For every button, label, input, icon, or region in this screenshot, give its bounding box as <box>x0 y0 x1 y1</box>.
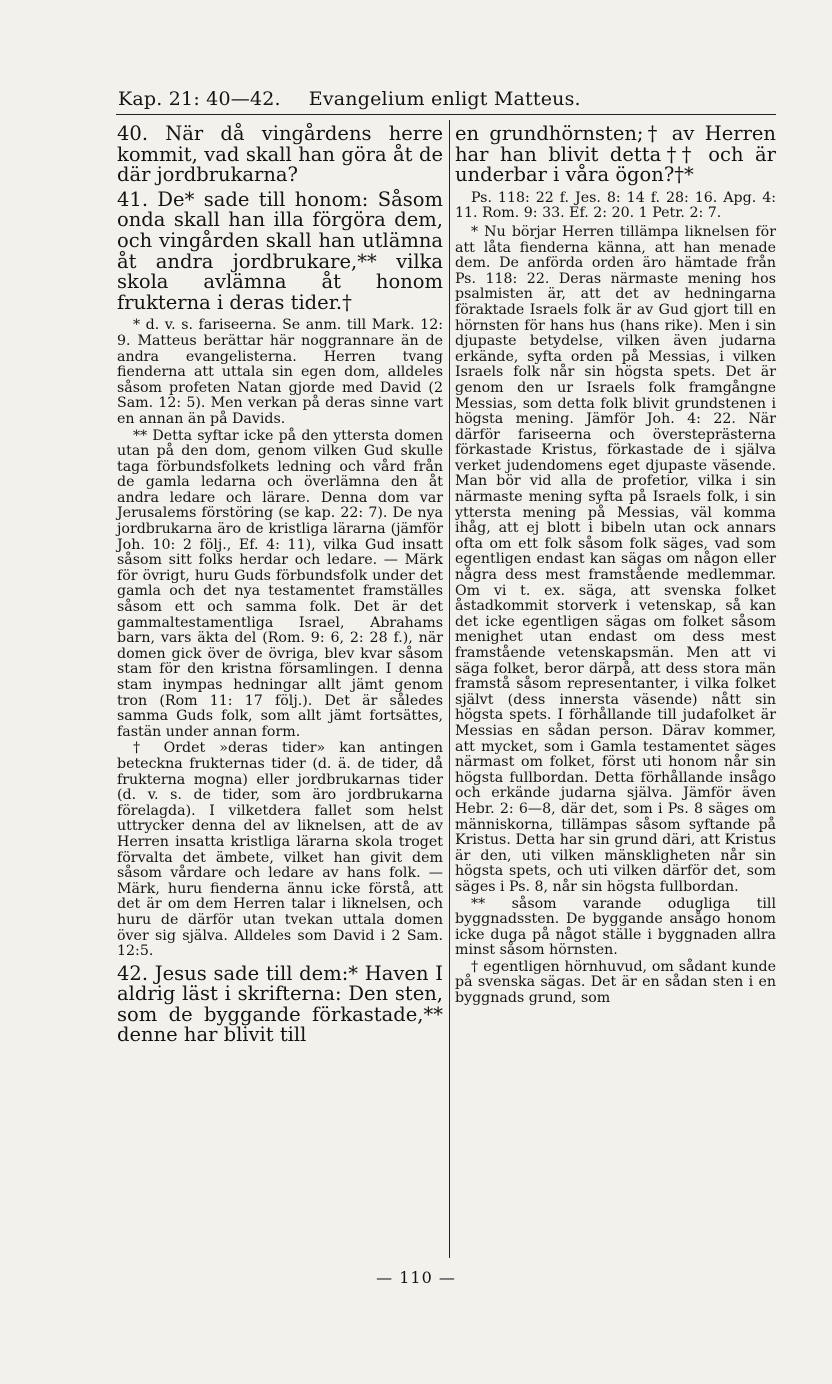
verse-40: 40. När då vingårdens herre kommit, vad skall han göra åt de där jordbrukarna? <box>117 122 443 187</box>
column-divider <box>449 120 450 1258</box>
verse-42-start: 42. Jesus sade till dem:* Haven I aldrig läst i skrifterna: Den sten, som de byggande förkastade,** denne har blivit till <box>117 961 443 1047</box>
right-column <box>455 124 776 1007</box>
left-column <box>117 124 443 1046</box>
header-rule <box>116 114 776 115</box>
footnote-double-star: ** Detta syftar icke på den yttersta domen utan på den dom, genom vilken Gud skulle taga förbundsfolkets ledning och vård från de gamla ledarna och överlämna den åt andra ledare och lärare. Denna dom var Jerusalems förstöring (se kap. 22: 7). De nya jordbrukarna äro de kristliga lärarna (jämför Joh. 10: 2 följ., Ef. 4: 11), vilka Gud insatt såsom sitt folks herdar och ledare. — Märk för övrigt, huru Guds förbundsfolk under det gamla och det nya testamentet framställes såsom ett och samma folk. Det är det gammaltestamentliga Israel, Abrahams barn, vars äkta del (Rom. 9: 6, 2: 28 f.), när domen gick över de övriga, blev kvar såsom stam för den kristna församlingen. I denna stam inympas hedningar allt jämt genom tron (Rom 11: 17 följ.). Det är således samma Guds folk, som allt jämt fortsättes, fastän under annan form. <box>117 427 443 740</box>
verse-41: 41. De* sade till honom: Såsom onda skall han illa förgöra dem, och vingården skall han utlämna åt andra jordbrukare,** vilka skola avlämna åt honom frukterna i deras tider.† <box>117 187 443 314</box>
running-header <box>118 88 588 110</box>
footnote-star: * d. v. s. fariseerna. Se anm. till Mark. 12: 9. Matteus berättar här noggrannare än de andra evangelisterna. Herren tvang fienderna att uttala sin egen dom, alldeles såsom profeten Natan gjorde med David (2 Sam. 12: 5). Men verkan på deras sinne vart en annan än på Davids. <box>117 317 443 427</box>
verse-42-end: en grundhörnsten;† av Herren har han blivit detta†† och är underbar i våra ögon?†* <box>455 122 776 187</box>
footnote-double-star-right: ** såsom varande odugliga till byggnadssten. De byggande ansågo honom icke duga på något ställe i byggnaden allra minst såsom hörnsten. <box>455 895 776 959</box>
cross-references: Ps. 118: 22 f. Jes. 8: 14 f. 28: 16. Apg. 4: 11. Rom. 9: 33. Ef. 2: 20. 1 Petr. 2: 7. <box>455 189 776 222</box>
chapter-reference: Kap. 21: 40—42. <box>118 88 281 110</box>
footnote-dagger: † Ordet »deras tider» kan antingen beteckna frukternas tider (d. ä. de tider, då frukterna mogna) eller jordbrukarnas tider (d. v. s. de tider, som äro jordbrukarna förelagda). I vilketdera fallet som helst uttrycker denna del av liknelsen, att de av Herren insatta kristliga lärarna skola troget förvalta det ämbete, vilket han givit dem såsom vårdare och ledare av hans folk. — Märk, huru fienderna ännu icke förstå, att det är om dem Herren talar i liknelsen, och huru de därför utan tvekan uttala domen över sig själva. Alldeles som David i 2 Sam. 12:5. <box>117 740 443 960</box>
footnote-star-right: * Nu börjar Herren tillämpa liknelsen för att låta fienderna känna, att han menade dem. De anförda orden äro hämtade från Ps. 118: 22. Deras närmaste mening hos psalmisten är, att det av hedningarna föraktade Israels folk är av Gud gjort till en hörnsten för hans hus (hans rike). Men i sin djupaste betydelse, vilken även judarna erkände, syfta orden på Messias, i vilken Israels folk når sin högsta spets. Det är genom den ur Israels folk framgångne Messias, som detta folk blivit grundstenen i högsta mening. Jämför Joh. 4: 22. När därför fariseerna och översteprästerna förkastade Kristus, förkastade de i själva verket judendomens eget djupaste väsende. Man bör vid alla de profetior, vilka i sin närmaste mening syfta på Israels folk, i sin yttersta mening på Messias, väl komma ihåg, att ej blott i bibeln utan ock annars ofta om ett folk såsom folk säges, vad som egentligen endast kan sägas om någon eller några dess mest framstående medlemmar. Om vi t. ex. säga, att svenska folket åstadkommit storverk i vetenskap, så kan det icke egentligen sägas om folket såsom menighet utan endast om dess mest framstående vetenskapsmän. Men att vi säga folket, beror därpå, att dess stora män framstå såsom representanter, i vilka folket självt (dess innersta väsende) nått sin högsta spets. I förhållande till judafolket är Messias en sådan person. Därav kommer, att mycket, som i Gamla testamentet säges närmast om folket, först uti honom når sin högsta fullbordan. Detta förhållande insågo och erkände judarna själva. Jämför även Hebr. 2: 6—8, där det, som i Ps. 8 säges om människorna, tillämpas såsom syftande på Kristus. Detta har sin grund däri, att Kristus är den, uti vilken mänskligheten når sin högsta spets, och uti vilken därför det, som säges i Ps. 8, når sin högsta fullbordan. <box>455 223 776 895</box>
page-number: — 110 — <box>376 1268 456 1287</box>
footnote-dagger-right: † egentligen hörnhuvud, om sådant kunde på svenska sägas. Det är en sådan sten i en byggnads grund, som <box>455 958 776 1007</box>
book-title: Evangelium enligt Matteus. <box>308 88 581 110</box>
